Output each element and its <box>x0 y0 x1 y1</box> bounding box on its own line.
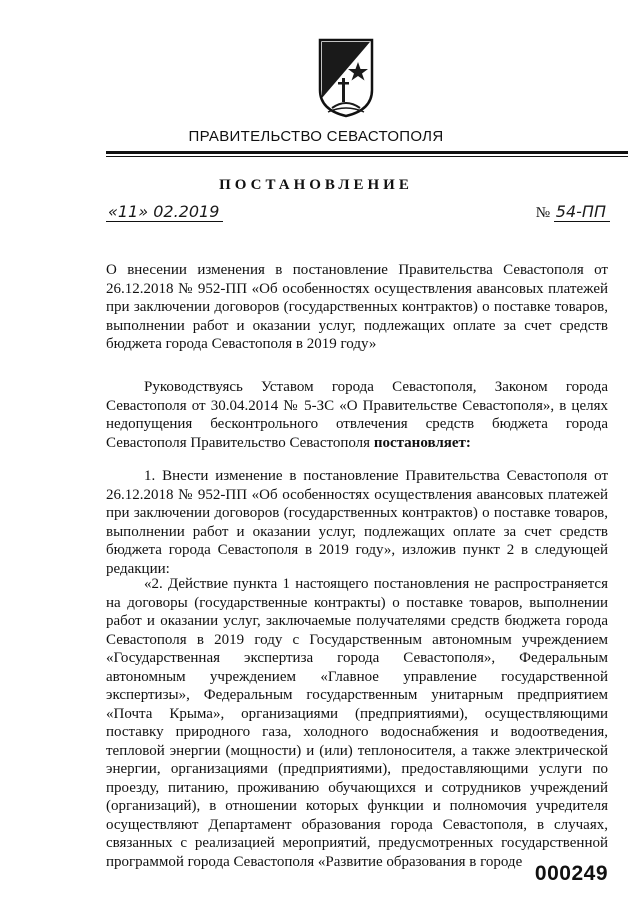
header-rule-thin <box>106 156 628 157</box>
title-text: О внесении изменения в постановление Правительства Севастополя от 26.12.2018 № 952-ПП «Об особенностях осуществления авансовых платежей при заключении договоров (государственных контрактов) о поставке товаров, выполнении работ и оказании услуг, подлежащих оплате за счет средств бюджета города Севастополя в 2019 году» <box>106 262 608 352</box>
preamble-text: Руководствуясь Уставом города Севастополя, Законом города Севастополя от 30.04.2014 № 5-ЗС «О Правительстве Севастополя», в целях недопущения бесконтрольного отвлечения средств бюджета города Севастополя Правительство Севастополя <box>106 379 608 451</box>
date-close-quote: » <box>138 202 149 221</box>
document-title <box>106 261 608 354</box>
preamble <box>106 378 608 452</box>
page-stamp-number: 000249 <box>534 862 608 885</box>
date-month-year: 02.2019 <box>153 202 220 221</box>
date-day: 11 <box>117 202 139 221</box>
item-1 <box>106 467 608 578</box>
document-type: ПОСТАНОВЛЕНИЕ <box>219 177 413 193</box>
number-prefix: № <box>535 205 551 221</box>
date-open-quote: « <box>108 202 118 221</box>
preamble-resolves: постановляет: <box>373 434 471 451</box>
coat-of-arms-icon <box>318 38 374 118</box>
quoted-paragraph <box>106 575 608 871</box>
document-number <box>536 202 610 226</box>
number-value: 54-ПП <box>554 202 610 222</box>
date-day-line <box>106 202 223 222</box>
government-name: ПРАВИТЕЛЬСТВО СЕВАСТОПОЛЯ <box>188 128 444 145</box>
document-date <box>106 202 223 226</box>
item-1-text: 1. Внести изменение в постановление Правительства Севастополя от 26.12.2018 № 952-ПП «Об особенностях осуществления авансовых платежей при заключении договоров (государственных контрактов) о поставке товаров, выполнении работ и оказании услуг, подлежащих оплате за счет средств бюджета города Севастополя в 2019 году», изложив пункт 2 в следующей редакции: <box>106 468 608 577</box>
header-rule-thick <box>106 151 628 154</box>
quoted-paragraph-text: «2. Действие пункта 1 настоящего постановления не распространяется на договоры (государственные контракты) о поставке товаров, выполнении работ и оказании услуг, заключаемые получателями средств бюджета города Севастополя в 2019 году с Государственным автономным учреждением «Государственная экспертиза города Севастополя», Федеральным автономным учреждением «Главное управление государственной экспертизы», Федеральным государственным унитарным предприятием «Почта Крыма», организациями (предприятиями), осуществляющими поставку природного газа, холодного водоснабжения и водоотведения, тепловой энергии (мощности) и (или) теплоносителя, а также электрической энергии, организациями (предприятиями), предоставляющими услуги по проезду, питанию, проживанию обучающихся и сотрудников учреждений (организаций), в отношении которых функции и полномочия учредителя осуществляют Департамент образования города Севастополя, в случаях, связанных с реализацией мероприятий, предусмотренных государственной программой города Севастополя «Развитие образования в городе <box>106 576 608 870</box>
